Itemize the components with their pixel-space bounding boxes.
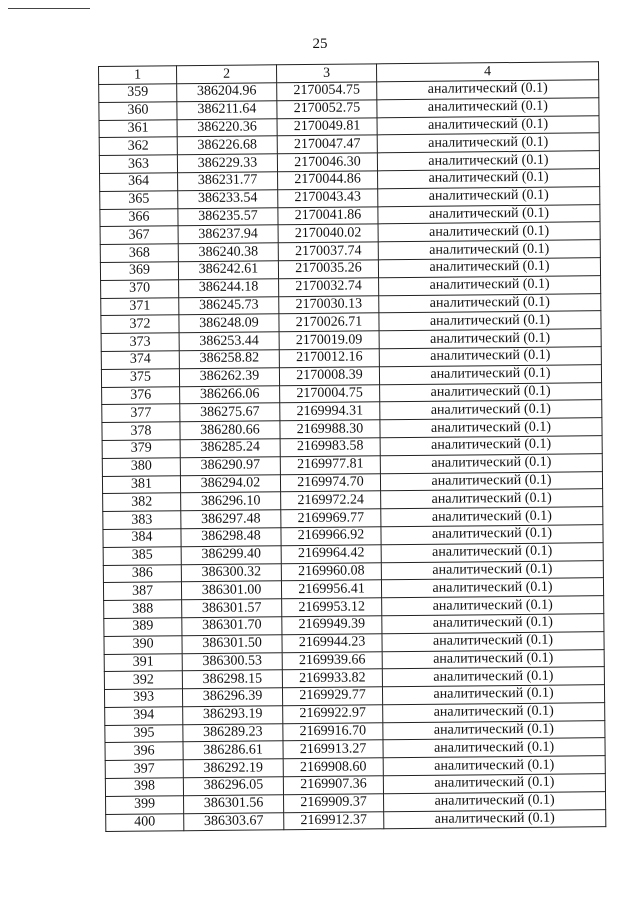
- cell-x-coordinate: 386204.96: [177, 83, 277, 102]
- cell-method: аналитический (0.1): [378, 186, 600, 206]
- cell-y-coordinate: 2169966.92: [281, 527, 381, 546]
- cell-point-number: 368: [100, 244, 178, 263]
- cell-x-coordinate: 386226.68: [177, 136, 277, 155]
- cell-x-coordinate: 386245.73: [179, 296, 279, 315]
- cell-point-number: 359: [99, 84, 177, 103]
- cell-method: аналитический (0.1): [379, 364, 601, 384]
- cell-point-number: 398: [105, 778, 183, 797]
- cell-method: аналитический (0.1): [379, 293, 601, 313]
- cell-point-number: 385: [103, 546, 181, 565]
- cell-x-coordinate: 386240.38: [178, 243, 278, 262]
- cell-method: аналитический (0.1): [382, 685, 604, 705]
- cell-y-coordinate: 2169960.08: [281, 562, 381, 581]
- cell-method: аналитический (0.1): [380, 382, 602, 402]
- cell-x-coordinate: 386237.94: [178, 225, 278, 244]
- cell-point-number: 365: [100, 191, 178, 210]
- cell-method: аналитический (0.1): [383, 774, 605, 794]
- cell-x-coordinate: 386231.77: [178, 172, 278, 191]
- cell-x-coordinate: 386301.00: [181, 581, 281, 600]
- cell-point-number: 394: [105, 707, 183, 726]
- cell-method: аналитический (0.1): [378, 204, 600, 224]
- cell-point-number: 397: [105, 760, 183, 779]
- cell-method: аналитический (0.1): [379, 329, 601, 349]
- coordinates-table: [98, 61, 606, 832]
- cell-y-coordinate: 2170047.47: [277, 135, 377, 154]
- cell-y-coordinate: 2170026.71: [279, 313, 379, 332]
- cell-point-number: 381: [102, 475, 180, 494]
- cell-y-coordinate: 2169974.70: [280, 473, 380, 492]
- cell-method: аналитический (0.1): [383, 792, 605, 812]
- cell-y-coordinate: 2169956.41: [281, 580, 381, 599]
- cell-x-coordinate: 386253.44: [179, 332, 279, 351]
- cell-method: аналитический (0.1): [381, 542, 603, 562]
- cell-y-coordinate: 2169912.37: [284, 811, 384, 830]
- cell-y-coordinate: 2169972.24: [281, 491, 381, 510]
- cell-x-coordinate: 386298.48: [181, 528, 281, 547]
- column-header-point: 1: [99, 66, 177, 85]
- cell-point-number: 370: [101, 280, 179, 299]
- cell-y-coordinate: 2170037.74: [278, 242, 378, 261]
- cell-y-coordinate: 2169909.37: [284, 794, 384, 813]
- cell-x-coordinate: 386301.57: [182, 599, 282, 618]
- cell-x-coordinate: 386258.82: [179, 350, 279, 369]
- cell-point-number: 376: [102, 386, 180, 405]
- cell-x-coordinate: 386242.61: [178, 261, 278, 280]
- cell-method: аналитический (0.1): [380, 453, 602, 473]
- cell-method: аналитический (0.1): [377, 151, 599, 171]
- cell-point-number: 391: [104, 653, 182, 672]
- cell-point-number: 360: [99, 102, 177, 121]
- cell-point-number: 388: [104, 600, 182, 619]
- cell-x-coordinate: 386275.67: [180, 403, 280, 422]
- cell-x-coordinate: 386286.61: [183, 741, 283, 760]
- cell-y-coordinate: 2169977.81: [280, 456, 380, 475]
- cell-method: аналитический (0.1): [382, 614, 604, 634]
- cell-point-number: 373: [101, 333, 179, 352]
- cell-y-coordinate: 2170008.39: [279, 367, 379, 386]
- cell-y-coordinate: 2170043.43: [278, 189, 378, 208]
- cell-x-coordinate: 386296.05: [183, 777, 283, 796]
- cell-point-number: 390: [104, 635, 182, 654]
- cell-point-number: 374: [101, 351, 179, 370]
- column-header-x: 2: [177, 65, 277, 84]
- cell-method: аналитический (0.1): [380, 400, 602, 420]
- cell-x-coordinate: 386301.56: [184, 795, 284, 814]
- top-rule: [8, 8, 90, 9]
- cell-y-coordinate: 2170019.09: [279, 331, 379, 350]
- cell-point-number: 366: [100, 208, 178, 227]
- cell-point-number: 396: [105, 742, 183, 761]
- cell-y-coordinate: 2169949.39: [282, 616, 382, 635]
- cell-y-coordinate: 2170030.13: [279, 295, 379, 314]
- page-number: 25: [312, 36, 328, 52]
- cell-point-number: 363: [99, 155, 177, 174]
- cell-point-number: 393: [104, 689, 182, 708]
- cell-x-coordinate: 386262.39: [179, 368, 279, 387]
- cell-point-number: 384: [103, 529, 181, 548]
- cell-y-coordinate: 2170041.86: [278, 206, 378, 225]
- cell-y-coordinate: 2169922.97: [283, 705, 383, 724]
- cell-x-coordinate: 386233.54: [178, 190, 278, 209]
- cell-method: аналитический (0.1): [378, 258, 600, 278]
- cell-y-coordinate: 2170044.86: [278, 171, 378, 190]
- cell-point-number: 375: [101, 368, 179, 387]
- cell-point-number: 377: [102, 404, 180, 423]
- table-body: [99, 80, 606, 832]
- cell-method: аналитический (0.1): [383, 703, 605, 723]
- cell-y-coordinate: 2170004.75: [280, 384, 380, 403]
- cell-method: аналитический (0.1): [381, 578, 603, 598]
- cell-method: аналитический (0.1): [379, 275, 601, 295]
- cell-point-number: 386: [103, 564, 181, 583]
- cell-method: аналитический (0.1): [377, 115, 599, 135]
- cell-method: аналитический (0.1): [380, 471, 602, 491]
- cell-y-coordinate: 2169969.77: [281, 509, 381, 528]
- cell-point-number: 367: [100, 226, 178, 245]
- cell-x-coordinate: 386299.40: [181, 545, 281, 564]
- cell-method: аналитический (0.1): [380, 436, 602, 456]
- cell-method: аналитический (0.1): [381, 507, 603, 527]
- table-row: [106, 809, 606, 832]
- cell-x-coordinate: 386229.33: [177, 154, 277, 173]
- cell-method: аналитический (0.1): [381, 489, 603, 509]
- cell-point-number: 380: [102, 457, 180, 476]
- cell-point-number: 371: [101, 297, 179, 316]
- cell-method: аналитический (0.1): [382, 596, 604, 616]
- cell-y-coordinate: 2170032.74: [279, 278, 379, 297]
- cell-x-coordinate: 386235.57: [178, 207, 278, 226]
- cell-y-coordinate: 2169939.66: [282, 651, 382, 670]
- cell-y-coordinate: 2169988.30: [280, 420, 380, 439]
- cell-y-coordinate: 2170052.75: [277, 100, 377, 119]
- cell-method: аналитический (0.1): [383, 756, 605, 776]
- cell-x-coordinate: 386248.09: [179, 314, 279, 333]
- cell-method: аналитический (0.1): [378, 169, 600, 189]
- cell-point-number: 392: [104, 671, 182, 690]
- cell-method: аналитический (0.1): [379, 311, 601, 331]
- cell-point-number: 382: [103, 493, 181, 512]
- cell-x-coordinate: 386285.24: [180, 439, 280, 458]
- cell-method: аналитический (0.1): [377, 80, 599, 100]
- cell-method: аналитический (0.1): [383, 738, 605, 758]
- cell-x-coordinate: 386301.70: [182, 617, 282, 636]
- cell-y-coordinate: 2169953.12: [282, 598, 382, 617]
- cell-y-coordinate: 2170035.26: [278, 260, 378, 279]
- cell-y-coordinate: 2170040.02: [278, 224, 378, 243]
- cell-method: аналитический (0.1): [380, 418, 602, 438]
- cell-method: аналитический (0.1): [382, 631, 604, 651]
- cell-y-coordinate: 2169983.58: [280, 438, 380, 457]
- cell-x-coordinate: 386303.67: [184, 812, 284, 831]
- cell-point-number: 395: [105, 724, 183, 743]
- cell-point-number: 361: [99, 119, 177, 138]
- cell-y-coordinate: 2169929.77: [282, 687, 382, 706]
- cell-method: аналитический (0.1): [382, 649, 604, 669]
- cell-x-coordinate: 386297.48: [181, 510, 281, 529]
- cell-x-coordinate: 386293.19: [183, 706, 283, 725]
- cell-method: аналитический (0.1): [377, 133, 599, 153]
- cell-point-number: 378: [102, 422, 180, 441]
- cell-method: аналитический (0.1): [377, 97, 599, 117]
- cell-y-coordinate: 2169916.70: [283, 722, 383, 741]
- cell-x-coordinate: 386289.23: [183, 723, 283, 742]
- cell-y-coordinate: 2169964.42: [281, 545, 381, 564]
- column-header-method: 4: [376, 62, 598, 82]
- cell-method: аналитический (0.1): [378, 240, 600, 260]
- cell-point-number: 383: [103, 511, 181, 530]
- cell-y-coordinate: 2169913.27: [283, 740, 383, 759]
- cell-x-coordinate: 386244.18: [179, 279, 279, 298]
- cell-point-number: 372: [101, 315, 179, 334]
- cell-x-coordinate: 386301.50: [182, 634, 282, 653]
- cell-point-number: 399: [106, 796, 184, 815]
- cell-x-coordinate: 386300.32: [181, 563, 281, 582]
- cell-point-number: 379: [102, 440, 180, 459]
- cell-y-coordinate: 2170012.16: [279, 349, 379, 368]
- cell-point-number: 369: [100, 262, 178, 281]
- cell-y-coordinate: 2169933.82: [282, 669, 382, 688]
- cell-method: аналитический (0.1): [381, 560, 603, 580]
- cell-x-coordinate: 386296.39: [182, 688, 282, 707]
- cell-y-coordinate: 2170046.30: [277, 153, 377, 172]
- cell-x-coordinate: 386280.66: [180, 421, 280, 440]
- cell-y-coordinate: 2170049.81: [277, 117, 377, 136]
- cell-x-coordinate: 386298.15: [182, 670, 282, 689]
- cell-x-coordinate: 386290.97: [180, 457, 280, 476]
- cell-method: аналитический (0.1): [381, 525, 603, 545]
- cell-x-coordinate: 386266.06: [180, 385, 280, 404]
- cell-method: аналитический (0.1): [382, 667, 604, 687]
- cell-x-coordinate: 386211.64: [177, 101, 277, 120]
- cell-method: аналитический (0.1): [384, 809, 606, 829]
- cell-point-number: 400: [106, 813, 184, 832]
- cell-y-coordinate: 2170054.75: [277, 82, 377, 101]
- cell-method: аналитический (0.1): [378, 222, 600, 242]
- cell-x-coordinate: 386294.02: [180, 474, 280, 493]
- cell-y-coordinate: 2169908.60: [283, 758, 383, 777]
- cell-y-coordinate: 2169907.36: [283, 776, 383, 795]
- cell-x-coordinate: 386220.36: [177, 118, 277, 137]
- cell-y-coordinate: 2169994.31: [280, 402, 380, 421]
- cell-method: аналитический (0.1): [379, 347, 601, 367]
- cell-point-number: 387: [103, 582, 181, 601]
- cell-x-coordinate: 386300.53: [182, 652, 282, 671]
- cell-method: аналитический (0.1): [383, 720, 605, 740]
- cell-x-coordinate: 386296.10: [181, 492, 281, 511]
- cell-point-number: 362: [99, 137, 177, 156]
- column-header-y: 3: [276, 64, 376, 83]
- cell-y-coordinate: 2169944.23: [282, 634, 382, 653]
- cell-point-number: 389: [104, 618, 182, 637]
- cell-x-coordinate: 386292.19: [183, 759, 283, 778]
- cell-point-number: 364: [100, 173, 178, 192]
